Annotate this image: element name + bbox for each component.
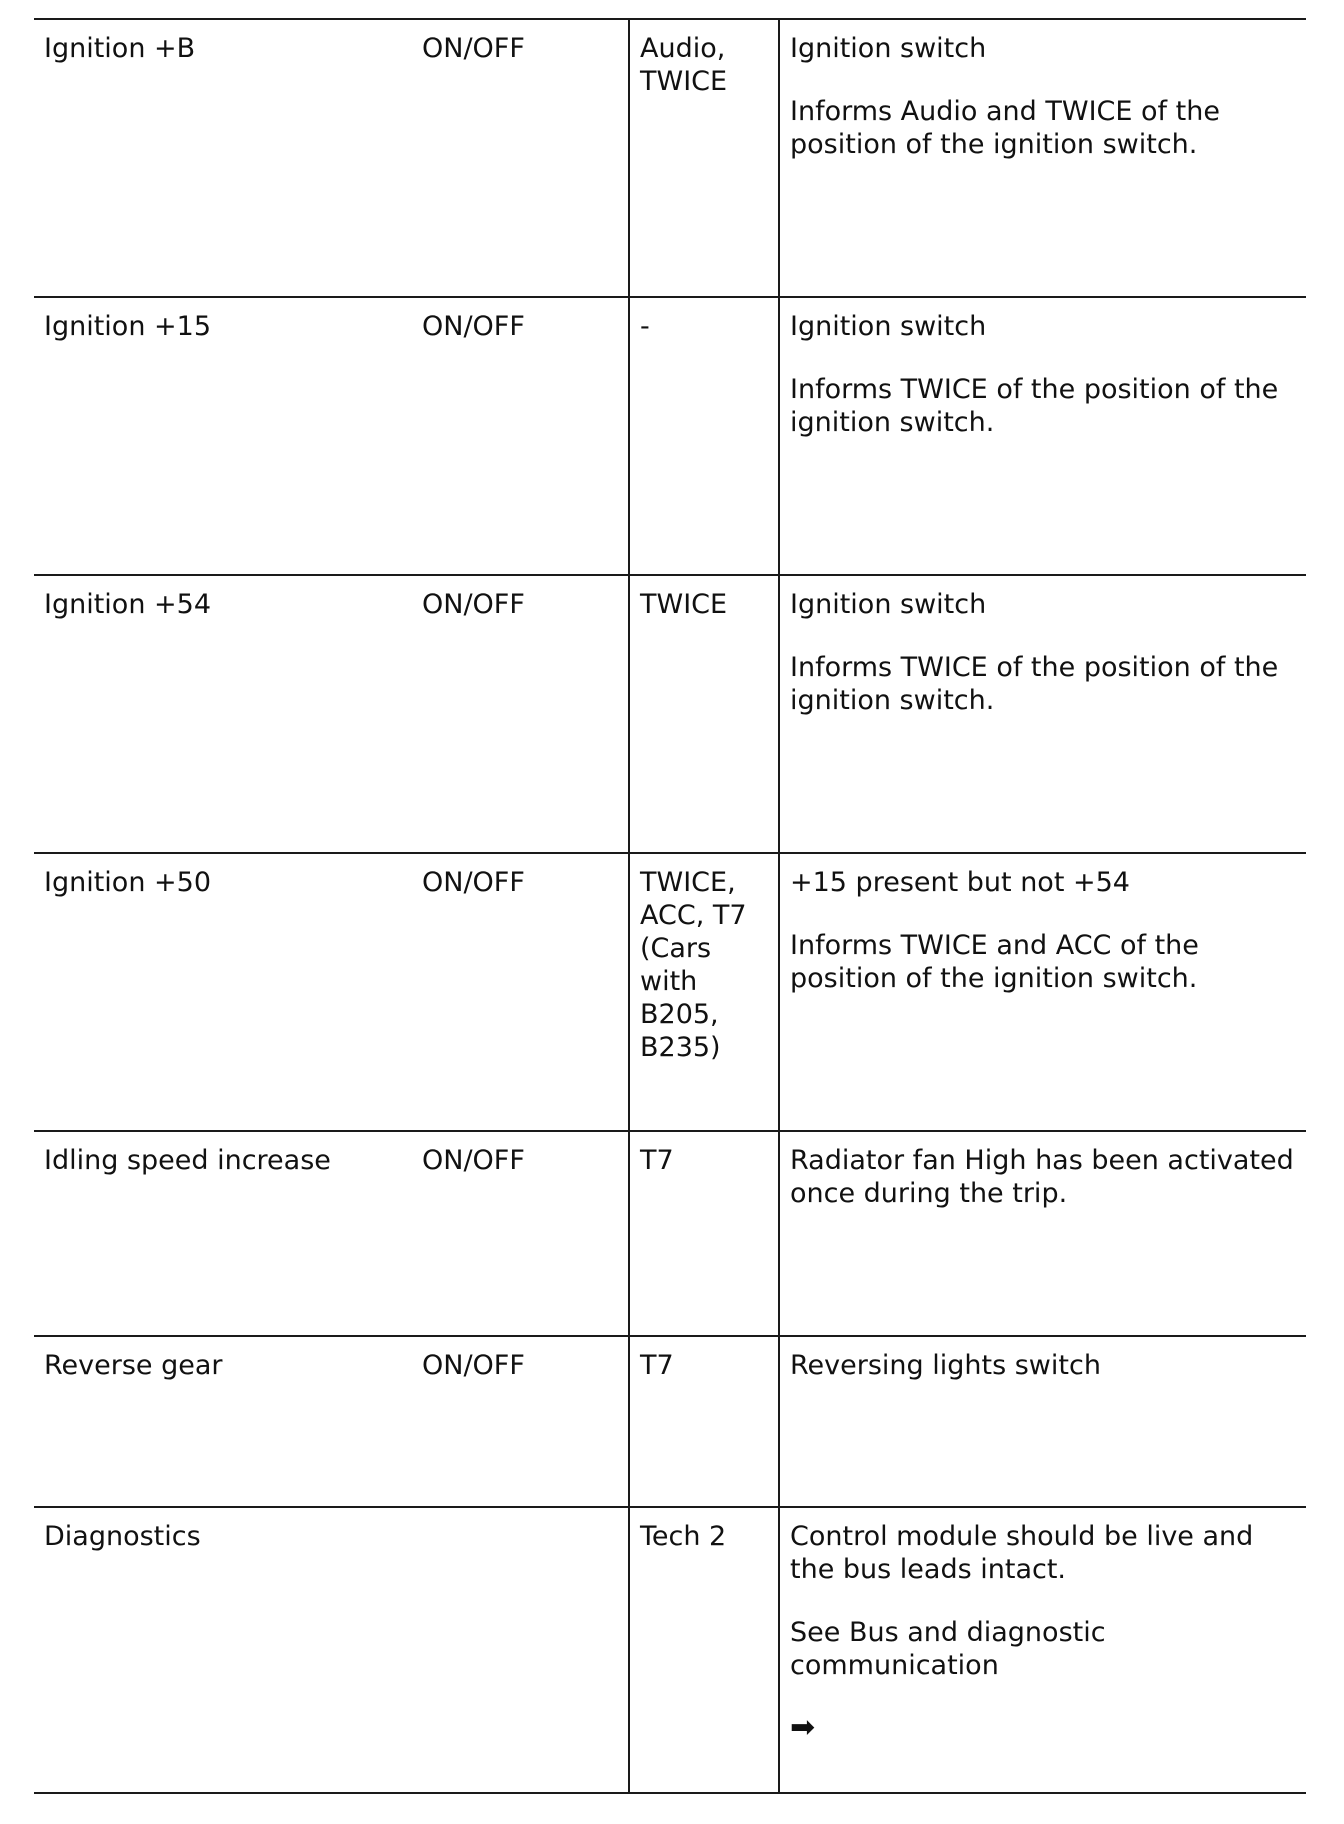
signal-name: Reverse gear xyxy=(44,1350,223,1381)
signal-name: Ignition +B xyxy=(44,33,196,64)
signal-info xyxy=(778,298,1306,574)
signal-info xyxy=(778,854,1306,1130)
signal-receiver: TWICE xyxy=(628,576,778,852)
signal-info xyxy=(778,1337,1306,1506)
signal-receiver: T7 xyxy=(628,1132,778,1335)
signal-name: Ignition +15 xyxy=(44,311,211,342)
link-arrow[interactable] xyxy=(790,1712,1300,1745)
signal-condition: Reversing lights switch xyxy=(790,1350,1101,1381)
signal-receiver: TWICE, ACC, T7 (Cars with B205, B235) xyxy=(628,854,778,1130)
signal-state: ON/OFF xyxy=(422,33,525,64)
table-row xyxy=(34,852,1306,1130)
signal-state: ON/OFF xyxy=(422,311,525,342)
signal-name: Diagnostics xyxy=(44,1521,201,1552)
signal-description: Informs TWICE of the position of the ignition switch. xyxy=(790,374,1279,438)
signal-receiver: Audio, TWICE xyxy=(628,20,778,296)
signal-condition: Ignition switch xyxy=(790,311,987,342)
table-row xyxy=(34,1335,1306,1506)
signal-name: Ignition +54 xyxy=(44,589,211,620)
signal-info xyxy=(778,1508,1306,1792)
signal-condition: Control module should be live and the bus leads intact. xyxy=(790,1521,1254,1585)
table-row xyxy=(34,296,1306,574)
signal-state: ON/OFF xyxy=(422,1145,525,1176)
signal-receiver: Tech 2 xyxy=(628,1508,778,1792)
signal-state xyxy=(422,1508,628,1792)
signal-state: ON/OFF xyxy=(422,589,525,620)
signal-condition: +15 present but not +54 xyxy=(790,867,1130,898)
signal-condition: Ignition switch xyxy=(790,33,987,64)
signal-name: Idling speed increase xyxy=(44,1145,331,1176)
table-row xyxy=(34,574,1306,852)
signal-receiver: T7 xyxy=(628,1337,778,1506)
signal-description: Informs TWICE of the position of the ignition switch. xyxy=(790,652,1279,716)
table-row xyxy=(34,1130,1306,1335)
signal-info xyxy=(778,20,1306,296)
signal-info xyxy=(778,1132,1306,1335)
signal-state: ON/OFF xyxy=(422,867,525,898)
signal-description: See Bus and diagnostic communication xyxy=(790,1617,1106,1681)
table-row xyxy=(34,1506,1306,1794)
signal-receiver: - xyxy=(628,298,778,574)
arrow-right-icon[interactable]: ➡ xyxy=(790,1710,816,1745)
signal-name: Ignition +50 xyxy=(44,867,211,898)
signal-description: Informs TWICE and ACC of the position of the ignition switch. xyxy=(790,930,1199,994)
signal-description: Informs Audio and TWICE of the position of the ignition switch. xyxy=(790,96,1220,160)
table-row xyxy=(34,18,1306,296)
signal-table xyxy=(34,18,1306,1794)
signal-condition: Radiator fan High has been activated once during the trip. xyxy=(790,1145,1294,1209)
signal-condition: Ignition switch xyxy=(790,589,987,620)
signal-info xyxy=(778,576,1306,852)
signal-state: ON/OFF xyxy=(422,1350,525,1381)
